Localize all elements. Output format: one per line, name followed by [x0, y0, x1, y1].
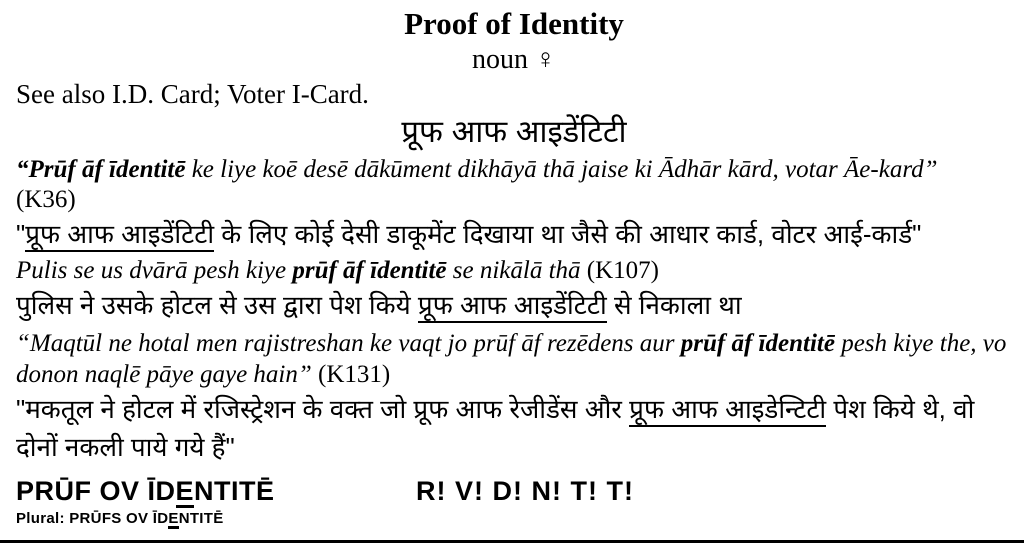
- example-3-hindi-pre: "मकतूल ने होटल में रजिस्ट्रेशन के वक्त जो प्रूफ आफ रेजीडेंस और: [16, 394, 630, 424]
- pronunciation-phonetic: R! V! D! N! T! T!: [416, 476, 634, 506]
- example-1-roman-bold: “Prūf āf īdentitē: [16, 156, 186, 183]
- example-1-hindi-rest: के लिए कोई देसी डाकूमेंट दिखाया था जैसे की आधार कार्ड, वोटर आई-कार्ड": [214, 219, 922, 249]
- example-1-hindi: [16, 215, 1012, 253]
- example-3-roman-post: pesh kiye the, vo donon naqlē pāye gaye hain”: [16, 330, 1007, 388]
- example-3-hindi-rest: पेश किये थे, वो दोनों नकली पाये गये हैं": [16, 394, 975, 462]
- example-1-ref: (K36): [16, 186, 76, 213]
- example-2-hindi-pre: पुलिस ने उसके होटल से उस द्वारा पेश किये: [16, 290, 418, 320]
- pronunciation-latin-post: NTITĒ: [194, 476, 275, 506]
- plural-note-pre: Plural: PRŪFS OV ĪD: [16, 510, 169, 527]
- example-3-roman-pre: “Maqtūl ne hotal men rajistreshan ke vaqt jo prūf āf rezēdens aur: [16, 330, 681, 357]
- example-2-roman-post: se nikālā thā: [446, 257, 587, 284]
- example-3-roman: [16, 328, 1012, 390]
- example-3-hindi: [16, 390, 1012, 466]
- example-3-roman-bold: prūf āf īdentitē: [680, 330, 835, 357]
- example-2-hindi: [16, 286, 1012, 324]
- example-2-roman: [16, 255, 1012, 286]
- entry-title: Proof of Identity: [404, 6, 624, 41]
- part-of-speech: noun ♀: [472, 44, 556, 75]
- example-2-roman-bold: prūf āf īdentitē: [292, 257, 447, 284]
- example-2-hindi-rest: से निकाला था: [606, 290, 742, 320]
- example-1-hindi-open: ": [16, 219, 26, 249]
- example-1-roman-rest: ke liye koē desē dākūment dikhāyā thā jaise ki Ādhār kārd, votar Āe-kard”: [185, 156, 938, 183]
- example-1-roman: [16, 154, 1012, 185]
- plural-note-underlined: E: [168, 510, 179, 527]
- example-2-ref: (K107): [586, 257, 659, 284]
- example-1-hindi-keyphrase: प्रूफ आफ आइडेंटिटी: [25, 219, 214, 252]
- example-3-hindi-keyphrase: प्रूफ आफ आइडेन्टिटी: [629, 394, 826, 427]
- pronunciation-row: [16, 476, 1012, 508]
- headword-devanagari: प्रूफ आफ आइडेंटिटी: [401, 114, 627, 149]
- pronunciation-latin-underlined: E: [175, 476, 195, 506]
- pronunciation-latin: [16, 476, 416, 508]
- see-also-line: See also I.D. Card; Voter I-Card.: [16, 79, 369, 109]
- pronunciation-latin-pre: PRŪF OV ĪD: [16, 476, 176, 506]
- example-2-hindi-keyphrase: प्रूफ आफ आइडेंटिटी: [418, 290, 607, 323]
- plural-note: [16, 508, 1012, 530]
- example-2-roman-pre: Pulis se us dvārā pesh kiye: [16, 257, 293, 284]
- plural-note-post: NTITĒ: [178, 510, 224, 527]
- example-3-ref: (K131): [318, 361, 391, 388]
